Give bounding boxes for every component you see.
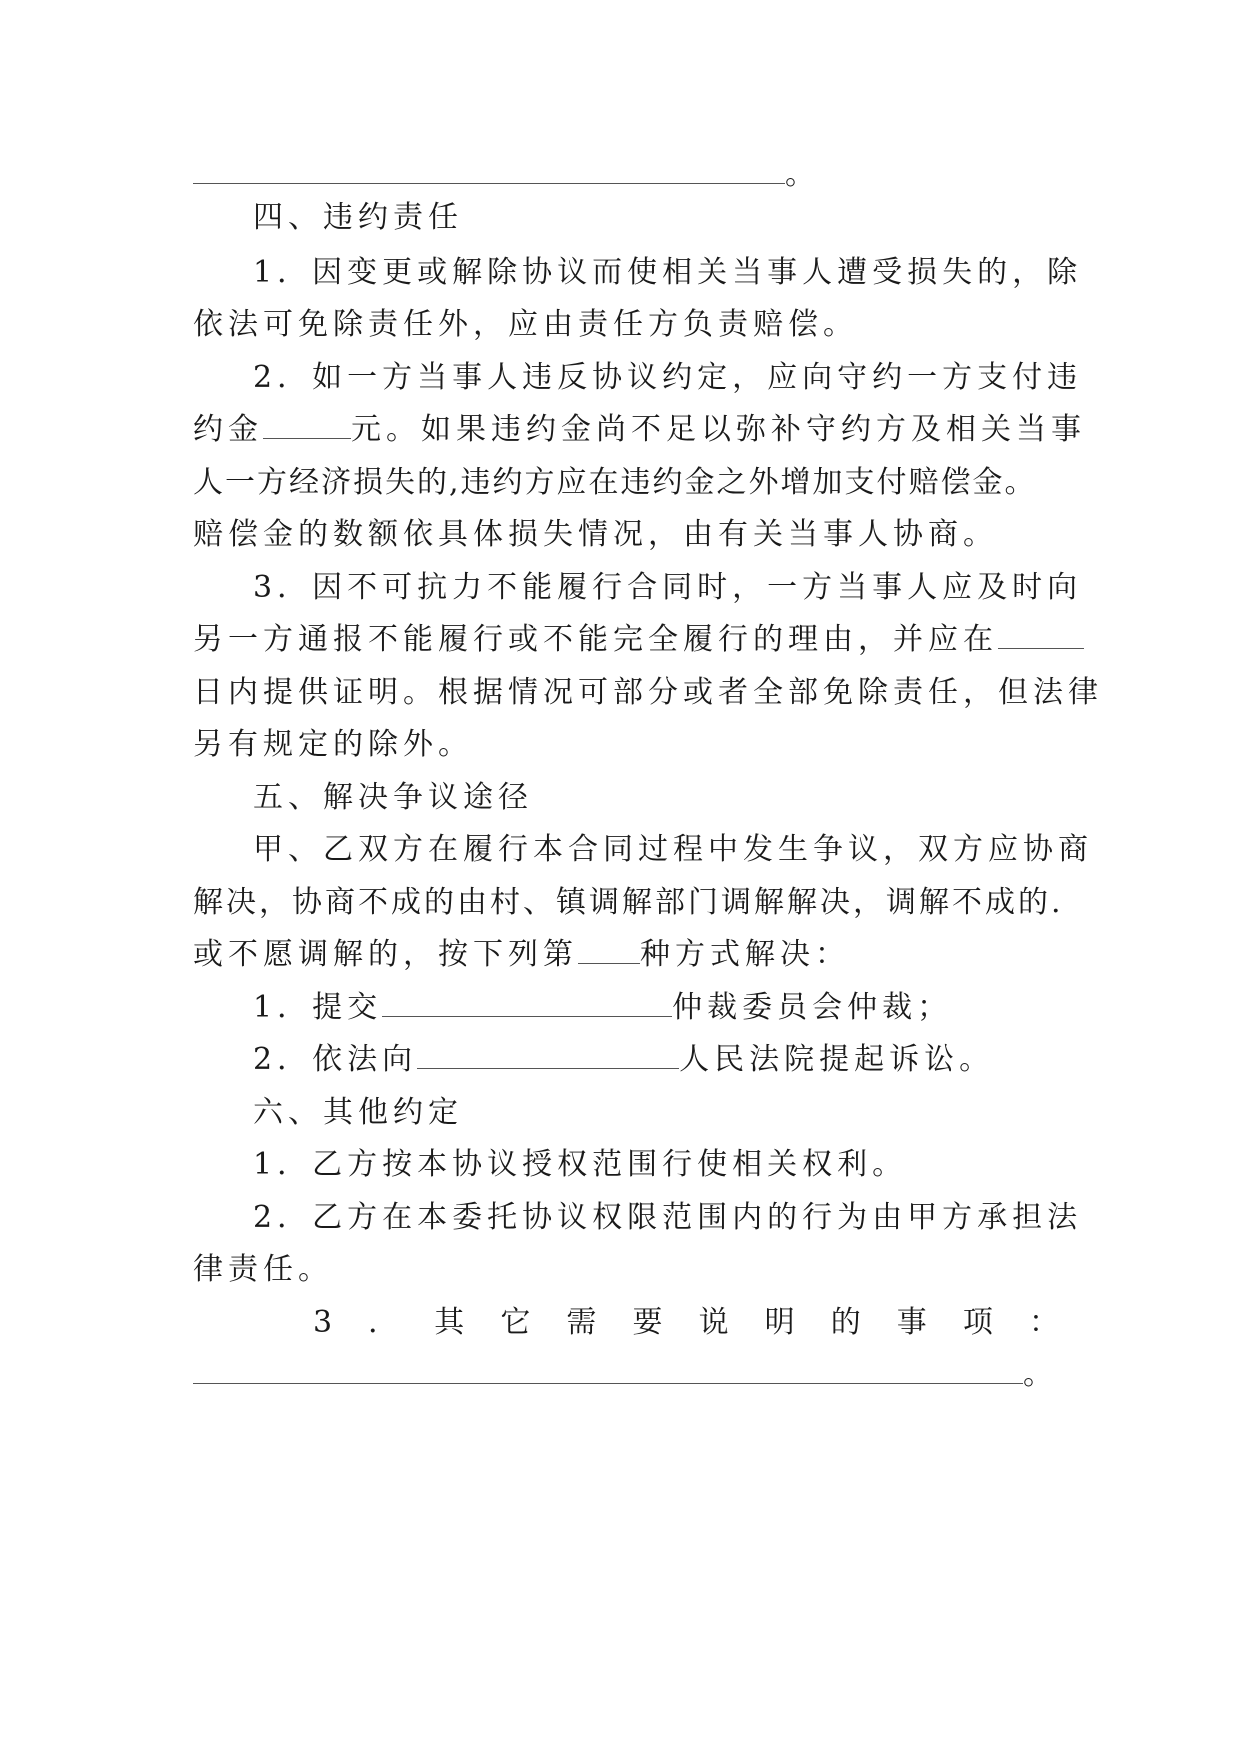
char: 其 (434, 1305, 465, 1340)
blank-underline (193, 157, 785, 184)
clause-4-2-line-1: 2．如一方当事人违反协议约定，应向守约一方支付违 (253, 360, 1083, 395)
clause-4-2-line-4: 赔偿金的数额依具体损失情况，由有关当事人协商。 (193, 517, 998, 552)
char: 要 (632, 1305, 663, 1340)
clause-5-line-3 (193, 935, 1059, 975)
char: 事 (896, 1305, 927, 1340)
text-fragment: 另一方通报不能履行或不能完全履行的理由，并应在 (193, 622, 998, 657)
clause-6-3-line-1 (313, 1303, 1059, 1343)
char: 它 (500, 1305, 531, 1340)
clause-6-2-line-1: 2．乙方在本委托协议权限范围内的行为由甲方承担法 (253, 1200, 1083, 1235)
arbitration-commission-blank (382, 990, 672, 1017)
text-fragment: 仲裁委员会仲裁； (672, 990, 953, 1025)
clause-4-2-line-3: 人一方经济损失的,违约方应在违约金之外增加支付赔偿金。 (193, 465, 1037, 500)
text-fragment: 或不愿调解的，按下列第 (193, 937, 578, 972)
clause-6-1: 1．乙方按本协议授权范围行使相关权利。 (253, 1147, 908, 1182)
char: 明 (764, 1305, 795, 1340)
penalty-amount-blank (263, 412, 351, 439)
text-fragment: 约金 (193, 412, 263, 447)
clause-4-3-line-1: 3．因不可抗力不能履行合同时，一方当事人应及时向 (253, 570, 1083, 605)
clause-4-2-line-2 (193, 410, 1086, 450)
other-matters-blank (193, 1357, 1023, 1384)
clause-5-line-1: 甲、乙双方在履行本合同过程中发生争议，双方应协商 (253, 832, 1093, 867)
char: 3 (313, 1305, 333, 1340)
clause-5-line-2: 解决，协商不成的由村、镇调解部门调解解决，调解不成的. (193, 885, 1064, 920)
text-fragment: 种方式解决： (640, 937, 850, 972)
clause-4-1-line-1: 1．因变更或解除协议而使相关当事人遭受损失的，除 (253, 255, 1083, 290)
char: 项 (962, 1305, 993, 1340)
court-name-blank (417, 1042, 679, 1069)
text-fragment: 2．依法向 (253, 1042, 418, 1077)
method-number-blank (578, 937, 640, 964)
char: 说 (698, 1305, 729, 1340)
clause-4-1-line-2: 依法可免除责任外，应由责任方负责赔偿。 (193, 307, 858, 342)
section-heading-dispute: 五、解决争议途径 (253, 780, 533, 815)
clause-4-3-line-4: 另有规定的除外。 (193, 727, 473, 762)
clause-4-3-line-3: 日内提供证明。根据情况可部分或者全部免除责任，但法律 (193, 675, 1103, 710)
char: ： (1028, 1305, 1059, 1340)
char: 需 (566, 1305, 597, 1340)
clause-4-3-line-2 (193, 620, 1059, 660)
fill-line-continuation (193, 155, 1059, 195)
text-fragment: 1．提交 (253, 990, 383, 1025)
char: ． (368, 1305, 399, 1340)
text-fragment: 人民法院提起诉讼。 (679, 1042, 995, 1077)
line-end-punct: 。 (1023, 1357, 1058, 1392)
clause-5-option-2 (253, 1040, 1059, 1080)
text-fragment: 元。如果违约金尚不足以弥补守约方及相关当事 (351, 412, 1086, 447)
clause-5-option-1 (253, 988, 1059, 1028)
char: 的 (830, 1305, 861, 1340)
section-heading-other: 六、其他约定 (253, 1095, 463, 1130)
line-end-punct: 。 (785, 157, 820, 192)
section-heading-breach: 四、违约责任 (253, 200, 463, 235)
clause-6-3-line-2 (193, 1355, 1059, 1395)
days-blank (998, 622, 1084, 649)
clause-6-2-line-2: 律责任。 (193, 1252, 333, 1287)
